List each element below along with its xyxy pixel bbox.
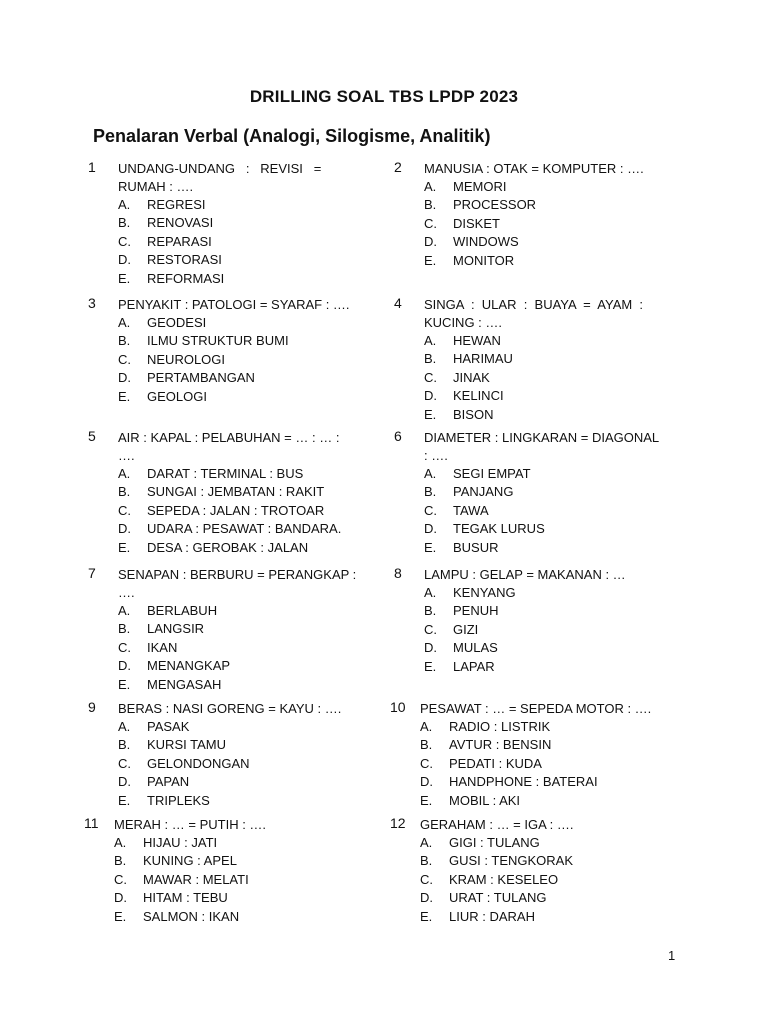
question-number: 12 — [390, 815, 406, 831]
option-text: BISON — [453, 406, 494, 422]
option-letter: B. — [424, 603, 437, 619]
answer-option — [424, 350, 513, 368]
section-heading: Penalaran Verbal (Analogi, Silogisme, Analitik) — [93, 126, 491, 146]
answer-option — [424, 215, 536, 233]
answer-option — [118, 214, 224, 232]
answer-option — [424, 602, 516, 620]
option-text: SUNGAI : JEMBATAN : RAKIT — [147, 484, 325, 500]
option-text: GUSI : TENGKORAK — [449, 853, 574, 869]
answer-option — [118, 657, 230, 675]
answer-option — [424, 483, 545, 501]
answer-option — [424, 520, 545, 538]
option-text: PROCESSOR — [453, 197, 537, 213]
question-stem — [118, 700, 341, 718]
option-text: DISKET — [453, 215, 500, 231]
option-text: LIUR : DARAH — [449, 908, 535, 924]
answer-options — [118, 314, 289, 406]
option-letter: C. — [424, 502, 437, 518]
option-text: IKAN — [147, 639, 178, 655]
option-letter: E. — [424, 252, 437, 268]
option-letter: A. — [114, 835, 127, 850]
option-text: HITAM : TEBU — [143, 890, 228, 906]
answer-options — [114, 834, 249, 926]
option-letter: C. — [114, 871, 127, 887]
answer-option — [424, 369, 513, 387]
answer-option — [420, 889, 573, 907]
answer-option — [420, 852, 573, 870]
question-number: 4 — [394, 295, 402, 311]
option-text: MONITOR — [453, 252, 515, 268]
option-text: MEMORI — [453, 179, 507, 194]
answer-option — [118, 233, 224, 251]
option-text: BUSUR — [453, 539, 499, 555]
option-letter: B. — [114, 853, 127, 869]
option-letter: D. — [420, 890, 433, 906]
option-text: JINAK — [453, 369, 490, 385]
answer-options — [424, 584, 516, 676]
question-stem-line: RUMAH : …. — [118, 179, 194, 194]
answer-option — [118, 270, 224, 288]
option-text: SALMON : IKAN — [143, 908, 240, 924]
option-letter: A. — [424, 466, 437, 481]
answer-option — [118, 755, 250, 773]
option-letter: E. — [424, 658, 437, 674]
answer-option — [114, 889, 249, 907]
option-letter: E. — [118, 792, 131, 808]
question-number: 2 — [394, 159, 402, 175]
option-letter: C. — [118, 351, 131, 367]
option-text: HEWAN — [453, 333, 501, 348]
question-stem-line: LAMPU : GELAP = MAKANAN : … — [424, 567, 626, 582]
option-letter: A. — [420, 835, 433, 850]
question-number: 10 — [390, 699, 406, 715]
option-text: KELINCI — [453, 388, 504, 404]
question-stem-line: …. — [118, 448, 135, 463]
option-text: PASAK — [147, 719, 190, 734]
option-letter: C. — [424, 215, 437, 231]
option-letter: B. — [424, 197, 437, 213]
question-stem — [424, 566, 626, 584]
answer-option — [118, 602, 230, 620]
option-letter: A. — [118, 197, 131, 212]
option-text: HANDPHONE : BATERAI — [449, 774, 598, 790]
option-letter: E. — [420, 792, 433, 808]
option-text: BERLABUH — [147, 603, 218, 618]
option-text: GEODESI — [147, 315, 207, 330]
answer-option — [118, 388, 289, 406]
question-stem — [118, 296, 350, 314]
answer-option — [420, 871, 573, 889]
question-stem — [114, 816, 266, 834]
option-text: MULAS — [453, 640, 498, 656]
question-number: 6 — [394, 428, 402, 444]
option-letter: C. — [118, 639, 131, 655]
question-stem-line: BERAS : NASI GORENG = KAYU : …. — [118, 701, 342, 716]
option-letter: A. — [424, 179, 437, 194]
option-text: LANGSIR — [147, 621, 205, 637]
answer-option — [118, 792, 250, 810]
question-number: 3 — [88, 295, 96, 311]
option-letter: D. — [118, 521, 131, 537]
option-letter: E. — [118, 676, 131, 692]
answer-option — [118, 196, 224, 214]
answer-option — [118, 520, 341, 538]
answer-option — [114, 852, 249, 870]
answer-options — [420, 834, 573, 926]
question-stem — [118, 160, 321, 196]
option-letter: E. — [114, 908, 127, 924]
option-letter: C. — [118, 755, 131, 771]
answer-options — [118, 196, 224, 288]
option-text: SEGI EMPAT — [453, 466, 531, 481]
option-text: RESTORASI — [147, 252, 222, 268]
question-stem-line: MERAH : … = PUTIH : …. — [114, 817, 267, 832]
option-text: HIJAU : JATI — [143, 835, 218, 850]
question-number: 9 — [88, 699, 96, 715]
option-text: PAPAN — [147, 774, 190, 790]
option-letter: D. — [424, 234, 437, 250]
option-text: REPARASI — [147, 233, 212, 249]
option-letter: C. — [118, 502, 131, 518]
option-letter: C. — [420, 755, 433, 771]
option-letter: A. — [118, 603, 131, 618]
option-text: HARIMAU — [453, 351, 513, 367]
option-letter: B. — [420, 737, 433, 753]
option-letter: B. — [118, 333, 131, 349]
question-stem-line: SENAPAN : BERBURU = PERANGKAP : — [118, 567, 357, 582]
question-stem-line: SINGA : ULAR : BUAYA = AYAM : — [424, 297, 644, 312]
option-text: GELONDONGAN — [147, 755, 250, 771]
answer-options — [118, 718, 250, 810]
answer-option — [424, 196, 536, 214]
option-text: MENGASAH — [147, 676, 222, 692]
option-text: REFORMASI — [147, 270, 225, 286]
answer-option — [424, 502, 545, 520]
option-text: MOBIL : AKI — [449, 792, 521, 808]
option-text: MAWAR : MELATI — [143, 871, 249, 887]
option-letter: E. — [420, 908, 433, 924]
option-letter: D. — [114, 890, 127, 906]
question-stem-line: DIAMETER : LINGKARAN = DIAGONAL — [424, 430, 660, 445]
answer-options — [118, 602, 230, 694]
option-letter: A. — [424, 333, 437, 348]
question-stem — [420, 816, 574, 834]
question-number: 7 — [88, 565, 96, 581]
answer-option — [118, 620, 230, 638]
option-letter: E. — [118, 270, 131, 286]
question-number: 5 — [88, 428, 96, 444]
option-text: KENYANG — [453, 585, 516, 600]
question-stem-line: PENYAKIT : PATOLOGI = SYARAF : …. — [118, 297, 350, 312]
option-letter: E. — [424, 406, 437, 422]
question-stem — [424, 429, 659, 465]
option-letter: C. — [424, 621, 437, 637]
option-text: KURSI TAMU — [147, 737, 226, 753]
option-text: LAPAR — [453, 658, 495, 674]
option-text: AVTUR : BENSIN — [449, 737, 552, 753]
option-letter: B. — [424, 351, 437, 367]
question-stem — [118, 566, 356, 602]
option-letter: D. — [424, 640, 437, 656]
option-letter: A. — [420, 719, 433, 734]
answer-option — [118, 351, 289, 369]
option-letter: E. — [118, 388, 131, 404]
option-letter: D. — [118, 658, 131, 674]
option-letter: E. — [118, 539, 131, 555]
answer-option — [424, 178, 536, 196]
answer-option — [118, 773, 250, 791]
answer-option — [114, 834, 249, 852]
question-stem-line: PESAWAT : … = SEPEDA MOTOR : …. — [420, 701, 652, 716]
answer-option — [118, 736, 250, 754]
answer-option — [420, 773, 598, 791]
question-stem — [424, 160, 644, 178]
document-title: DRILLING SOAL TBS LPDP 2023 — [249, 87, 519, 106]
answer-option — [420, 755, 598, 773]
answer-option — [424, 658, 516, 676]
answer-option — [424, 539, 545, 557]
answer-option — [420, 736, 598, 754]
question-stem-line: UNDANG-UNDANG : REVISI = — [118, 161, 322, 176]
option-letter: D. — [118, 774, 131, 790]
question-stem — [424, 296, 643, 332]
option-letter: B. — [118, 621, 131, 637]
question-stem-line: KUCING : …. — [424, 315, 503, 330]
page-number: 1 — [668, 948, 676, 963]
option-letter: A. — [118, 719, 131, 734]
option-text: GIGI : TULANG — [449, 835, 540, 850]
answer-option — [420, 792, 598, 810]
answer-option — [424, 465, 545, 483]
option-letter: A. — [424, 585, 437, 600]
answer-option — [424, 639, 516, 657]
option-text: PANJANG — [453, 484, 514, 500]
answer-options — [424, 465, 545, 557]
option-text: ILMU STRUKTUR BUMI — [147, 333, 289, 349]
option-text: KRAM : KESELEO — [449, 871, 559, 887]
option-text: PERTAMBANGAN — [147, 370, 255, 386]
option-text: MENANGKAP — [147, 658, 231, 674]
answer-option — [118, 502, 341, 520]
option-text: TRIPLEKS — [147, 792, 210, 808]
option-text: GEOLOGI — [147, 388, 207, 404]
answer-option — [424, 233, 536, 251]
answer-option — [118, 539, 341, 557]
option-text: URAT : TULANG — [449, 890, 547, 906]
option-text: PEDATI : KUDA — [449, 755, 542, 771]
question-stem-line: MANUSIA : OTAK = KOMPUTER : …. — [424, 161, 644, 176]
answer-option — [118, 676, 230, 694]
answer-option — [118, 314, 289, 332]
answer-option — [118, 639, 230, 657]
option-letter: E. — [424, 539, 437, 555]
answer-option — [424, 252, 536, 270]
question-stem-line: …. — [118, 585, 135, 600]
option-letter: B. — [118, 484, 131, 500]
option-letter: C. — [424, 369, 437, 385]
option-text: SEPEDA : JALAN : TROTOAR — [147, 502, 325, 518]
option-text: TEGAK LURUS — [453, 521, 545, 537]
question-stem-line: : …. — [424, 448, 448, 463]
answer-option — [118, 251, 224, 269]
option-text: TAWA — [453, 502, 489, 518]
question-stem — [118, 429, 339, 465]
option-text: RENOVASI — [147, 215, 214, 231]
option-letter: D. — [118, 252, 131, 268]
option-letter: B. — [420, 853, 433, 869]
option-letter: B. — [424, 484, 437, 500]
option-text: DARAT : TERMINAL : BUS — [147, 466, 304, 481]
option-text: UDARA : PESAWAT : BANDARA. — [147, 521, 342, 537]
question-stem — [420, 700, 651, 718]
answer-options — [420, 718, 598, 810]
answer-option — [424, 332, 513, 350]
answer-option — [424, 621, 516, 639]
option-letter: D. — [424, 521, 437, 537]
answer-options — [424, 178, 536, 270]
answer-option — [424, 584, 516, 602]
option-text: DESA : GEROBAK : JALAN — [147, 539, 309, 555]
option-text: KUNING : APEL — [143, 853, 237, 869]
option-text: WINDOWS — [453, 234, 519, 250]
answer-option — [114, 871, 249, 889]
question-number: 11 — [84, 815, 99, 831]
option-letter: B. — [118, 737, 131, 753]
question-stem-line: GERAHAM : … = IGA : …. — [420, 817, 574, 832]
option-letter: B. — [118, 215, 131, 231]
answer-option — [420, 718, 598, 736]
answer-option — [118, 369, 289, 387]
question-number: 8 — [394, 565, 402, 581]
option-text: PENUH — [453, 603, 499, 619]
option-letter: D. — [420, 774, 433, 790]
option-text: REGRESI — [147, 197, 206, 212]
option-text: NEUROLOGI — [147, 351, 226, 367]
answer-option — [420, 908, 573, 926]
answer-option — [420, 834, 573, 852]
answer-option — [424, 406, 513, 424]
answer-options — [118, 465, 341, 557]
answer-option — [114, 908, 249, 926]
answer-option — [424, 387, 513, 405]
option-letter: A. — [118, 315, 131, 330]
answer-options — [424, 332, 513, 424]
option-letter: D. — [118, 370, 131, 386]
option-letter: C. — [420, 871, 433, 887]
option-text: GIZI — [453, 621, 479, 637]
answer-option — [118, 465, 341, 483]
question-stem-line: AIR : KAPAL : PELABUHAN = … : … : — [118, 430, 340, 445]
question-number: 1 — [88, 159, 96, 175]
option-letter: D. — [424, 388, 437, 404]
option-text: RADIO : LISTRIK — [449, 719, 551, 734]
option-letter: C. — [118, 233, 131, 249]
answer-option — [118, 483, 341, 501]
option-letter: A. — [118, 466, 131, 481]
answer-option — [118, 718, 250, 736]
answer-option — [118, 332, 289, 350]
